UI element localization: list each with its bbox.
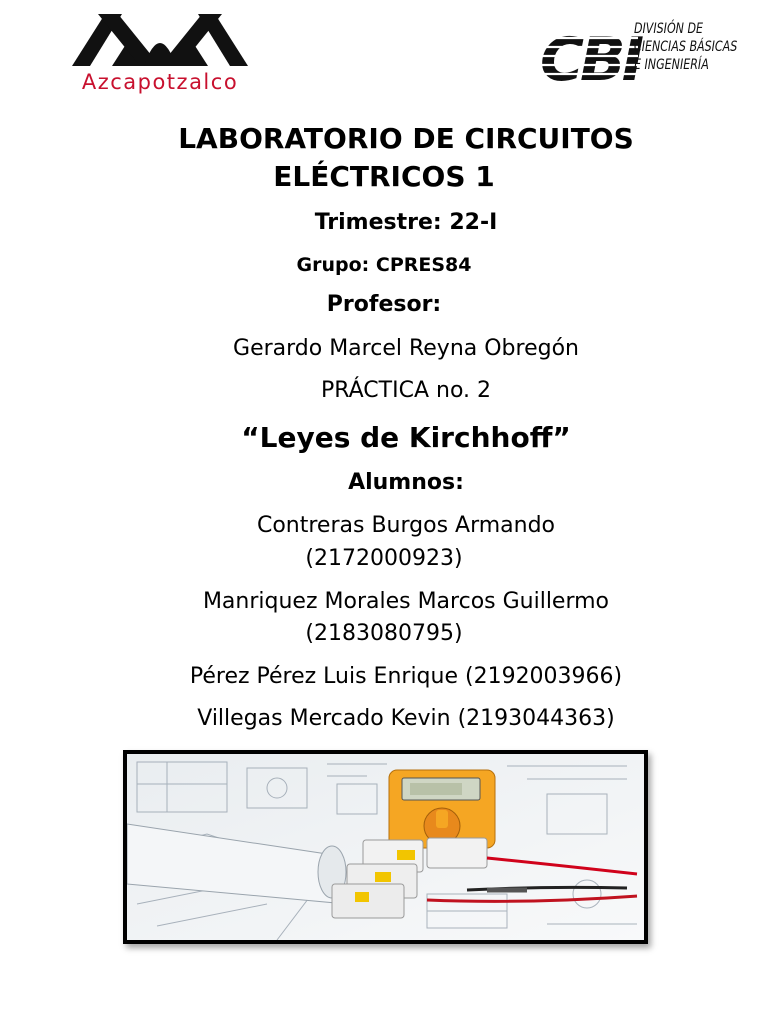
student-1-name: Contreras Burgos Armando — [256, 513, 556, 538]
student-3: Pérez Pérez Luis Enrique (2192003966) — [189, 664, 623, 689]
alumnos-label: Alumnos: — [348, 470, 464, 495]
practica-number: PRÁCTICA no. 2 — [320, 378, 492, 403]
profesor-label: Profesor: — [326, 292, 442, 317]
cbi-letters: CBI — [540, 25, 641, 90]
grupo: Grupo: CPRES84 — [296, 254, 472, 276]
cbi-line-1: DIVISIÓN DE — [634, 21, 704, 37]
student-2-id: (2183080795) — [305, 621, 463, 646]
cbi-division-name — [634, 20, 737, 74]
cover-photo — [123, 750, 648, 944]
title-line-1: LABORATORIO DE CIRCUITOS — [178, 122, 634, 155]
student-2-name: Manriquez Morales Marcos Guillermo — [202, 589, 610, 614]
uam-campus-name: Azcapotzalco — [81, 70, 239, 94]
student-4: Villegas Mercado Kevin (2193044363) — [197, 706, 615, 731]
profesor-name: Gerardo Marcel Reyna Obregón — [233, 336, 579, 361]
cbi-line-3: E INGENIERÍA — [634, 57, 709, 73]
cbi-line-2: CIENCIAS BÁSICAS — [634, 39, 738, 55]
trimestre: Trimestre: 22-I — [314, 210, 498, 235]
title-line-2: ELÉCTRICOS 1 — [273, 160, 495, 193]
multimeter-icon — [389, 770, 495, 848]
practica-title: “Leyes de Kirchhoff” — [241, 421, 571, 454]
student-1-id: (2172000923) — [305, 546, 463, 571]
electrical-lab-illustration — [127, 754, 644, 940]
